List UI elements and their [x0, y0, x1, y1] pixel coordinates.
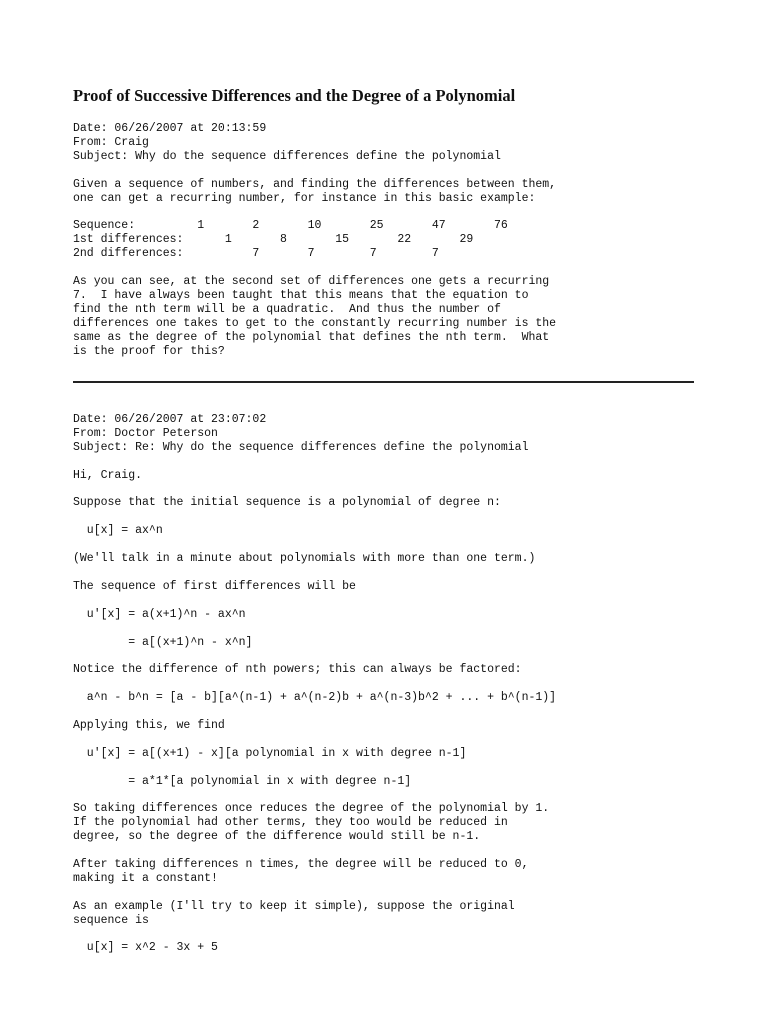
text-line: (We'll talk in a minute about polynomials with more than one term.)	[73, 552, 536, 566]
text-line: If the polynomial had other terms, they too would be reduced in	[73, 816, 508, 830]
text-line: u'[x] = a(x+1)^n - ax^n	[73, 607, 246, 621]
text-line: is the proof for this?	[73, 344, 225, 358]
text-line: From: Doctor Peterson	[73, 426, 218, 440]
text-line: As an example (I'll try to keep it simple), suppose the original	[73, 899, 515, 913]
text-line: u'[x] = a[(x+1) - x][a polynomial in x with degree n-1]	[73, 746, 467, 760]
text-line: Notice the difference of nth powers; this can always be factored:	[73, 663, 522, 677]
message-divider	[73, 381, 694, 383]
text-line: Date: 06/26/2007 at 20:13:59	[73, 122, 267, 135]
text-line: Sequence: 1 2 10 25 47 76	[73, 219, 508, 233]
text-line: = a[(x+1)^n - x^n]	[73, 635, 253, 649]
text-line: same as the degree of the polynomial that defines the nth term. What	[73, 330, 550, 344]
text-line: After taking differences n times, the degree will be reduced to 0,	[73, 858, 529, 871]
text-line: degree, so the degree of the difference would still be n-1.	[73, 830, 481, 844]
text-line: Suppose that the initial sequence is a polynomial of degree n:	[73, 496, 501, 510]
answer-message	[73, 413, 713, 955]
text-line: From: Craig	[73, 135, 149, 149]
text-line: Date: 06/26/2007 at 23:07:02	[73, 413, 267, 426]
text-line: one can get a recurring number, for instance in this basic example:	[73, 191, 536, 205]
question-message	[73, 122, 713, 358]
text-line: 7. I have always been taught that this means that the equation to	[73, 288, 529, 302]
text-line: Subject: Re: Why do the sequence differences define the polynomial	[73, 440, 529, 454]
text-line: So taking differences once reduces the degree of the polynomial by 1.	[73, 802, 550, 816]
text-line: differences one takes to get to the constantly recurring number is the	[73, 316, 557, 330]
text-line: Subject: Why do the sequence differences define the polynomial	[73, 149, 501, 163]
text-line: The sequence of first differences will be	[73, 579, 356, 593]
text-line: making it a constant!	[73, 871, 218, 885]
text-line: 2nd differences: 7 7 7 7	[73, 247, 439, 261]
text-line: Given a sequence of numbers, and finding the differences between them,	[73, 177, 557, 191]
text-line: a^n - b^n = [a - b][a^(n-1) + a^(n-2)b + a^(n-3)b^2 + ... + b^(n-1)]	[73, 691, 557, 705]
text-line: u[x] = ax^n	[73, 524, 163, 538]
text-line: Applying this, we find	[73, 718, 225, 732]
page-title: Proof of Successive Differences and the Degree of a Polynomial	[73, 86, 516, 105]
text-line: As you can see, at the second set of differences one gets a recurring	[73, 274, 550, 288]
text-line: find the nth term will be a quadratic. And thus the number of	[73, 302, 501, 316]
text-line: Hi, Craig.	[73, 468, 143, 482]
text-line: = a*1*[a polynomial in x with degree n-1]	[73, 774, 412, 788]
text-line: 1st differences: 1 8 15 22 29	[73, 233, 474, 247]
text-line: u[x] = x^2 - 3x + 5	[73, 941, 218, 955]
text-line: sequence is	[73, 913, 149, 927]
